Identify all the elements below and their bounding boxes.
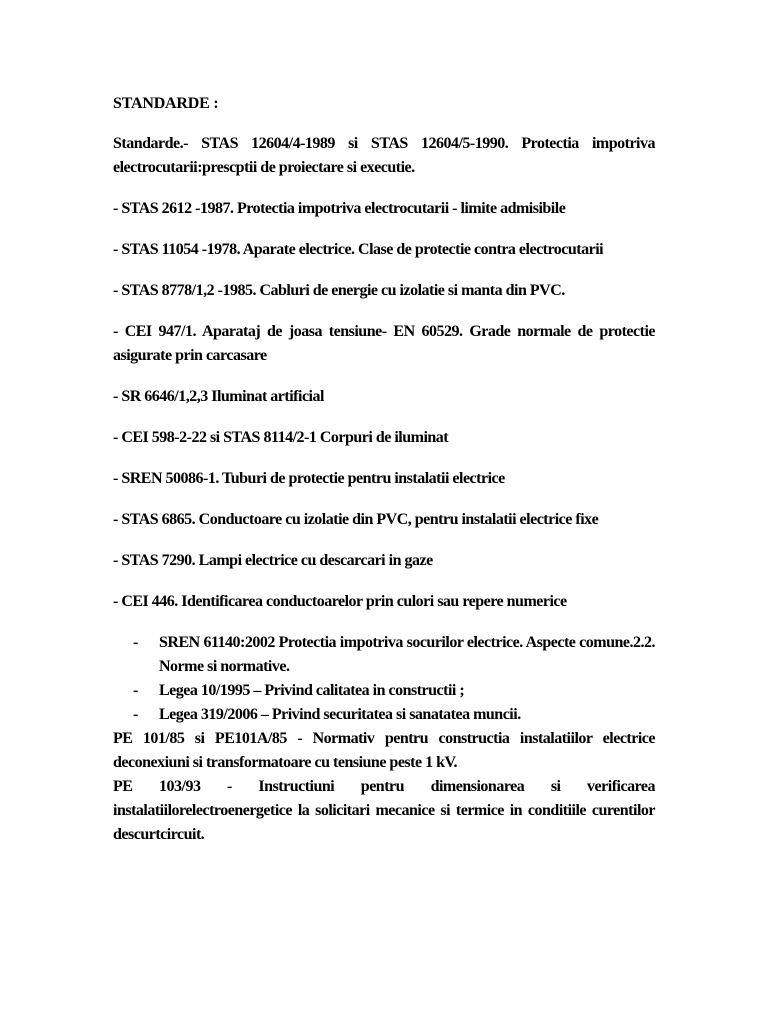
standard-item-stas-8778: - STAS 8778/1,2 -1985. Cabluri de energie cu izolatie si manta din PVC. bbox=[113, 282, 565, 299]
standard-item-cei-446: - CEI 446. Identificarea conductoarelor prin culori sau repere numerice bbox=[113, 593, 567, 610]
document-page bbox=[113, 92, 655, 847]
standard-item-sren-50086: - SREN 50086-1. Tuburi de protectie pentru instalatii electrice bbox=[113, 470, 505, 487]
bullet-dash: - bbox=[133, 634, 138, 651]
bullet-dash: - bbox=[133, 706, 138, 723]
bullet-item bbox=[113, 703, 655, 727]
closing-paragraph-pe-103: PE 103/93 - Instructiuni pentru dimensionarea si verificarea instalatiilorelectroenergetice la solicitari mecanice si termice in conditiile curentilor descurtcircuit. bbox=[113, 778, 655, 843]
standard-item-sr-6646: - SR 6646/1,2,3 Iluminat artificial bbox=[113, 388, 324, 405]
bullet-text: SREN 61140:2002 Protectia impotriva socurilor electrice. Aspecte comune.2.2. Norme si normative. bbox=[159, 634, 655, 675]
standard-item-stas-7290: - STAS 7290. Lampi electrice cu descarcari in gaze bbox=[113, 552, 433, 569]
standard-item-cei-947: - CEI 947/1. Aparataj de joasa tensiune- EN 60529. Grade normale de protectie asigurate prin carcasare bbox=[113, 323, 655, 364]
intro-paragraph: Standarde.- STAS 12604/4-1989 si STAS 12604/5-1990. Protectia impotriva electrocutarii:prescptii de proiectare si executie. bbox=[113, 135, 655, 176]
bullet-list bbox=[113, 631, 655, 727]
document-heading: STANDARDE : bbox=[113, 95, 219, 112]
standard-item-stas-11054: - STAS 11054 -1978. Aparate electrice. Clase de protectie contra electrocutarii bbox=[113, 241, 604, 258]
standard-item-cei-598: - CEI 598-2-22 si STAS 8114/2-1 Corpuri de iluminat bbox=[113, 429, 449, 446]
closing-paragraph-pe-101: PE 101/85 si PE101A/85 - Normativ pentru constructia instalatiilor electrice deconexiuni si transformatoare cu tensiune peste 1 kV. bbox=[113, 730, 655, 771]
standard-item-stas-6865: - STAS 6865. Conductoare cu izolatie din PVC, pentru instalatii electrice fixe bbox=[113, 511, 599, 528]
bullet-dash: - bbox=[133, 682, 138, 699]
bullet-item bbox=[113, 679, 655, 703]
standard-item-stas-2612: - STAS 2612 -1987. Protectia impotriva electrocutarii - limite admisibile bbox=[113, 200, 566, 217]
bullet-text: Legea 319/2006 – Privind securitatea si sanatatea muncii. bbox=[159, 706, 521, 723]
bullet-text: Legea 10/1995 – Privind calitatea in constructii ; bbox=[159, 682, 465, 699]
bullet-item bbox=[113, 631, 655, 679]
